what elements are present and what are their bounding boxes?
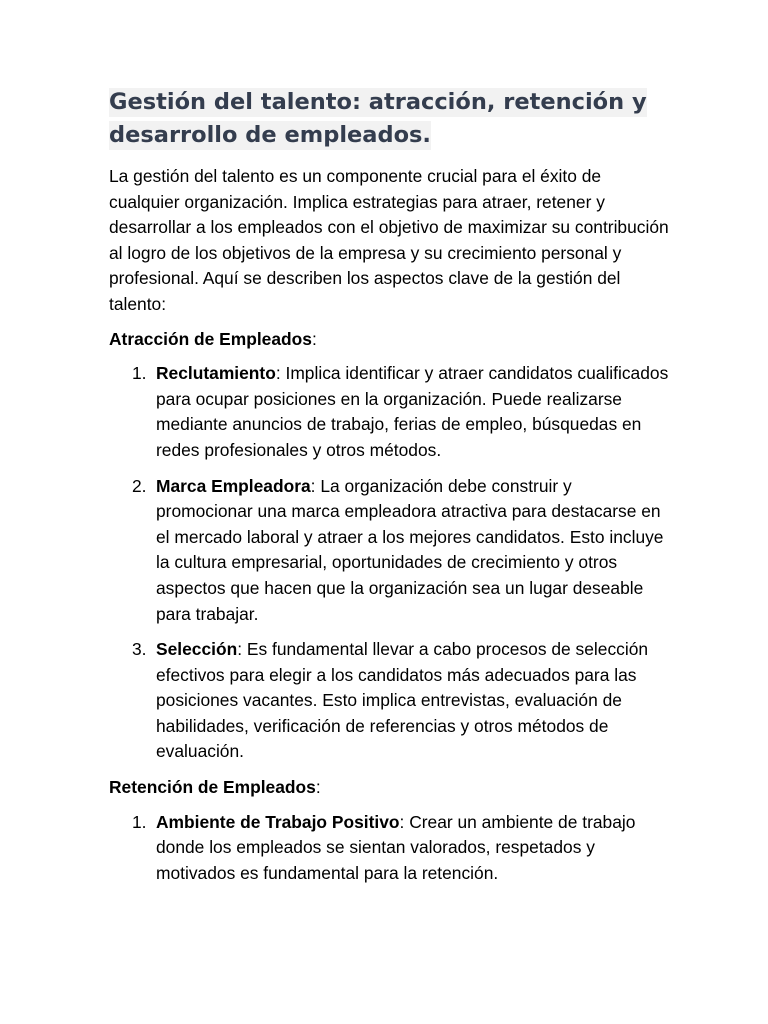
- list-item-number: 1.: [132, 811, 147, 832]
- section-heading-colon: :: [311, 328, 317, 349]
- list-item-term: Ambiente de Trabajo Positivo: [156, 811, 400, 832]
- list-item-text: : Crear un ambiente de trabajo donde los empleados se sientan valorados, respetados y motivados es fundamental para la retención.: [156, 811, 636, 883]
- list-item: [109, 361, 669, 463]
- list-item-number: 2.: [132, 475, 147, 496]
- section-heading-text: Atracción de Empleados: [109, 328, 312, 349]
- list-item-text: : La organización debe construir y promocionar una marca empleadora atractiva para destacarse en el mercado laboral y atraer a los mejores candidatos. Esto incluye la cultura empresarial, oportunidades de crecimiento y otros aspectos que hacen que la organización sea un lugar deseable para trabajar.: [156, 475, 664, 624]
- list-item-number: 1.: [132, 363, 147, 384]
- list-item-term: Selección: [156, 639, 238, 660]
- document-title-text: Gestión del talento: atracción, retención y desarrollo de empleados.: [109, 89, 647, 148]
- list-item: [109, 474, 669, 628]
- document-page: [109, 86, 669, 896]
- list-item-term: Marca Empleadora: [156, 475, 311, 496]
- section-heading-text: Retención de Empleados: [109, 777, 316, 798]
- list-atraccion: [109, 361, 669, 765]
- section-heading-atraccion: [109, 327, 669, 353]
- list-retencion: [109, 810, 669, 887]
- list-item-text: : Implica identificar y atraer candidatos cualificados para ocupar posiciones en la organización. Puede realizarse mediante anuncios de trabajo, ferias de empleo, búsquedas en redes profesionales y otros métodos.: [156, 363, 669, 460]
- list-item-term: Reclutamiento: [156, 363, 276, 384]
- intro-paragraph: La gestión del talento es un componente crucial para el éxito de cualquier organización. Implica estrategias para atraer, retener y desarrollar a los empleados con el objetivo de maximizar su contribución al logro de los objetivos de la empresa y su crecimiento personal y profesional. Aquí se describen los aspectos clave de la gestión del talento:: [109, 166, 669, 314]
- section-heading-retencion: [109, 775, 669, 801]
- document-title: [109, 86, 669, 152]
- list-item: [109, 810, 669, 887]
- list-item-number: 3.: [132, 639, 147, 660]
- section-heading-colon: :: [315, 777, 321, 798]
- list-item: [109, 637, 669, 765]
- list-item-text: : Es fundamental llevar a cabo procesos de selección efectivos para elegir a los candidatos más adecuados para las posiciones vacantes. Esto implica entrevistas, evaluación de habilidades, verificación de referencias y otros métodos de evaluación.: [156, 639, 649, 762]
